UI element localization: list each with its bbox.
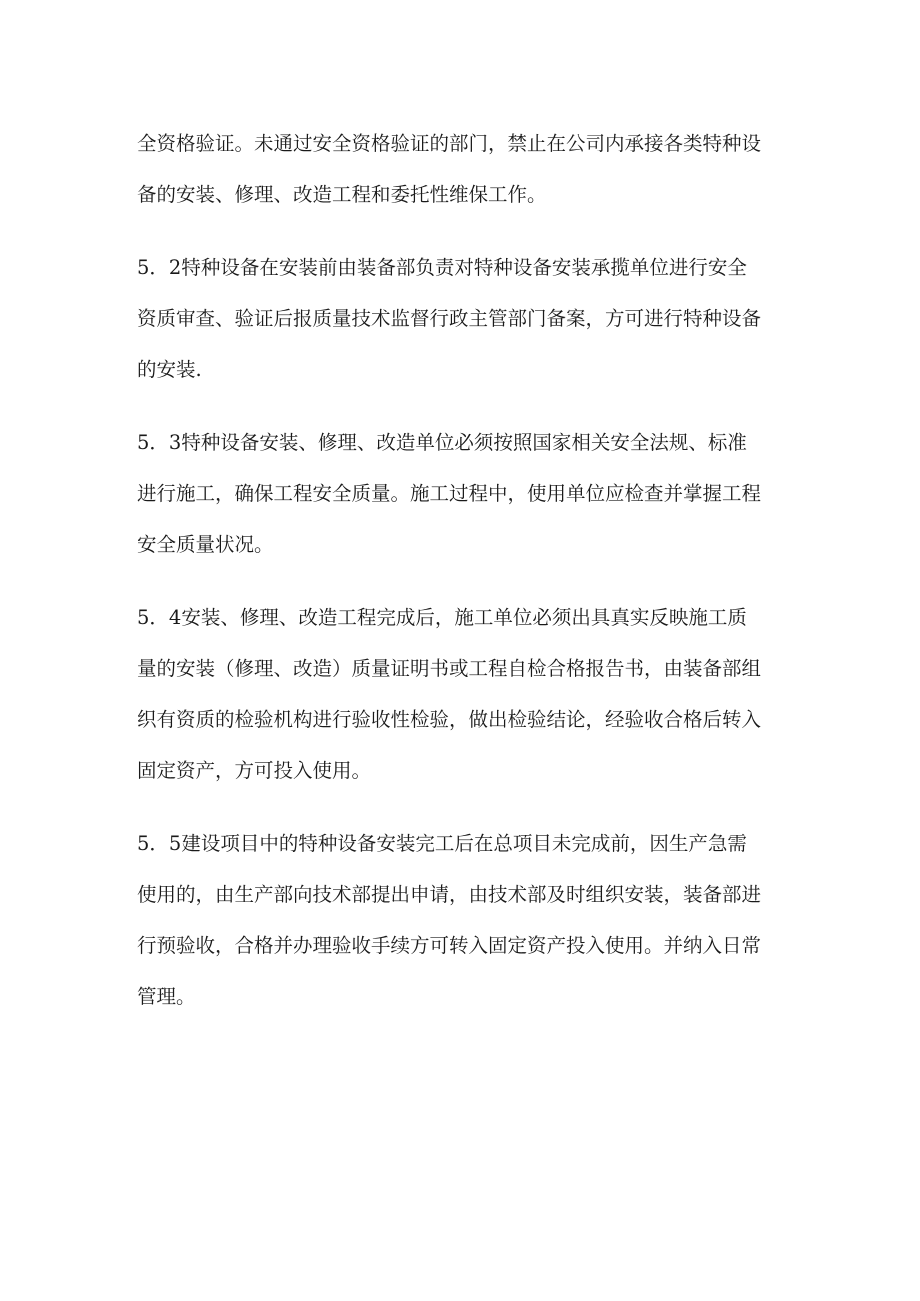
text-line: 的安装. [137,358,202,381]
paragraph-5-2 [137,242,787,395]
paragraph-5-1-continued [137,118,787,220]
text-line: 5．3特种设备安装、修理、改造单位必须按照国家相关安全法规、标准 [137,431,747,454]
text-line: 5．4安装、修理、改造工程完成后，施工单位必须出具真实反映施工质 [137,606,747,629]
paragraph-spacer [137,796,787,818]
text-line: 安全质量状况。 [137,533,274,556]
text-line: 5．5建设项目中的特种设备安装完工后在总项目未完成前，因生产急需 [137,832,747,855]
document-body [137,118,787,1022]
paragraph-spacer [137,220,787,242]
text-line: 全资格验证。未通过安全资格验证的部门，禁止在公司内承接各类特种设 [137,132,762,155]
text-line: 进行施工，确保工程安全质量。施工过程中，使用单位应检查并掌握工程 [137,482,762,505]
paragraph-5-5 [137,818,787,1022]
paragraph-spacer [137,395,787,417]
text-line: 备的安装、修理、改造工程和委托性维保工作。 [137,183,547,206]
text-line: 固定资产，方可投入使用。 [137,759,372,782]
paragraph-spacer [137,570,787,592]
text-line: 织有资质的检验机构进行验收性检验，做出检验结论，经验收合格后转入 [137,708,762,731]
text-line: 资质审查、验证后报质量技术监督行政主管部门备案，方可进行特种设备 [137,307,762,330]
text-line: 使用的，由生产部向技术部提出申请，由技术部及时组织安装，装备部进 [137,883,762,906]
text-line: 管理。 [137,985,196,1008]
paragraph-5-3 [137,417,787,570]
paragraph-5-4 [137,592,787,796]
text-line: 量的安装（修理、改造）质量证明书或工程自检合格报告书，由装备部组 [137,657,762,680]
text-line: 5．2特种设备在安装前由装备部负责对特种设备安装承揽单位进行安全 [137,256,747,279]
text-line: 行预验收，合格并办理验收手续方可转入固定资产投入使用。并纳入日常 [137,934,762,957]
